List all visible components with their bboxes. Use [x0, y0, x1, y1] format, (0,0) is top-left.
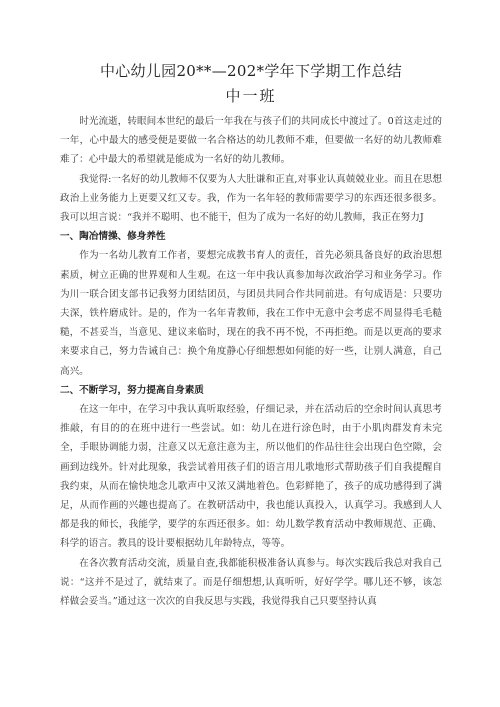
- document-title: 中心幼儿园20**—202*学年下学期工作总结: [99, 62, 403, 80]
- intro-paragraph-2: 我觉得:一名好的幼儿教师不仅要为人大肚谦和正直,对事业认真兢兢业业。而且在思想政治上业务能力上更要又红又专。我，作为一名年轻的教师需要学习的东西还很多很多。我可以坦言说：“我并不聪明、也不能干，但为了成为一名好的幼儿教师，我正在努力J: [60, 173, 442, 224]
- section-1-heading: 一、陶冶情操、修身养性: [60, 231, 166, 243]
- document-subtitle: 中一班: [225, 87, 277, 105]
- section-2-paragraph-2: 在各次教育活动交流，质量自查,我都能积极准备认真参与。每次实践后我总对我自己说：“这并不是过了，就结束了。而是仔细想想,认真听听，好好学学。哪儿还不够，该怎样做会妥当。”通过这一次次的自我反思与实践，我觉得我自己只要坚持认真: [60, 557, 442, 608]
- intro-paragraph-1: 时光流逝，转眼间本世纪的最后一年我在与孩子们的共同成长中渡过了。0首这走过的一年，心中最大的感受便是要做一名合格达的幼儿教师不难，但要做一名好的幼儿教师难难了：心中最大的希望就是能成为一名好的幼儿教师。: [60, 116, 442, 166]
- section-2-heading: 二、不断学习，努力提高自身素质: [60, 384, 204, 396]
- section-2-paragraph-1: 在这一年中，在学习中我认真听取经验，仔细记录，并在活动后的空余时间认真思考推敲，有目的的在班中进行一些尝试。如：幼儿在进行涂色时，由于小肌肉群发育未完全，手眼协调能力弱，注意又以无意注意为主，所以他们的作品往往会出现白色空隙，会画到边线外。针对此现象，我尝试着用孩子们的语言用儿歌地形式帮助孩子们自我提醒自我约束，从而在愉快地念儿歌声中又浓又满地着色。色彩鲜艳了，孩子的成功感得到了满足，从而作画的兴趣也提高了。在教研活动中，我也能认真投入，认真学习。我感到人人都是我的师长，我能学，要学的东西还很多。如：幼儿数学教育活动中教师规范、正确、科学的语言。教具的设计要根据幼儿年龄特点，等等。: [60, 404, 442, 550]
- section-1-paragraph: 作为一名幼儿教育工作者，要想完成教书育人的责任，首先必须具备良好的政治思想素质，树立正确的世界观和人生观。在这一年中我认真参加每次政治学习和业务学习。作为川一联合团支部书记我努力团结团员，与团员共同合作共同前进。有句成语是：只要功夫深，铁杵磨成针。是的，作为一名年青教师，我在工作中无意中会考虑不周显得毛毛糙糙，不甚妥当，当意见、建议来临时，现在的我不再不悦，不再拒绝。而是以更高的要求来要求自己，努力告诫自己：换个角度静心仔细想想如何能的好一些，让别人满意，自己高兴。: [60, 250, 442, 377]
